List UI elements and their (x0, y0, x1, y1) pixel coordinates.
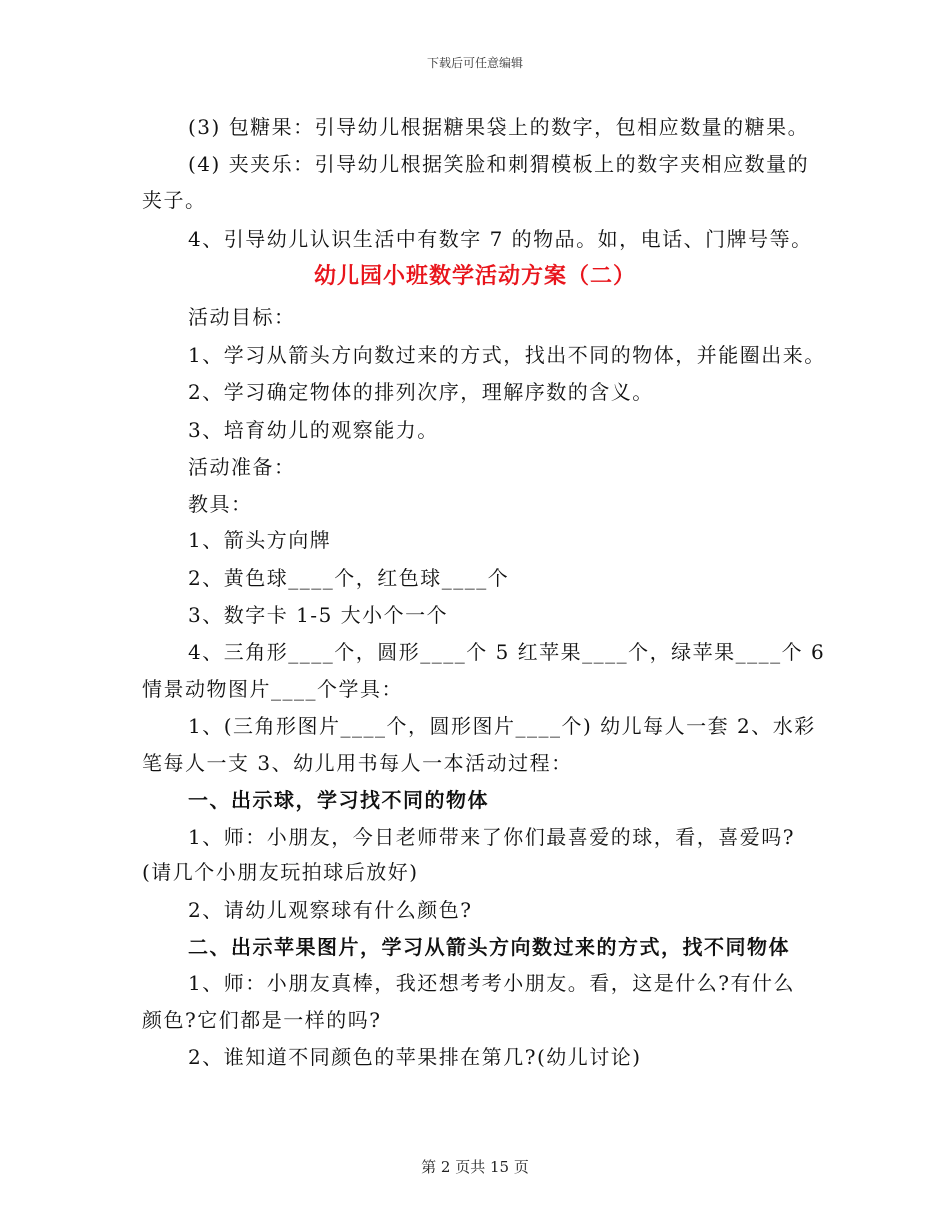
paragraph-line: 1、箭头方向牌 (188, 528, 332, 552)
paragraph-line: 3、培育幼儿的观察能力。 (188, 418, 439, 442)
paragraph-line: 2、谁知道不同颜色的苹果排在第几?(幼儿讨论) (188, 1045, 642, 1069)
paragraph-line: (4) 夹夹乐：引导幼儿根据笑脸和刺猬模板上的数字夹相应数量的 (188, 152, 810, 176)
paragraph-line: 颜色?它们都是一样的吗? (142, 1008, 382, 1032)
paragraph-line: 笔每人一支 3、幼儿用书每人一本活动过程： (142, 751, 573, 775)
paragraph-line: 活动目标： (188, 305, 296, 329)
page-footer: 第 2 页共 15 页 (421, 1158, 529, 1176)
paragraph-line: 夹子。 (142, 188, 207, 212)
paragraph-line: 4、引导幼儿认识生活中有数字 7 的物品。如，电话、门牌号等。 (188, 227, 813, 251)
paragraph-line: 2、黄色球____个，红色球____个 (188, 566, 510, 590)
section-title: 幼儿园小班数学活动方案（二） (313, 263, 636, 289)
paragraph-line: 活动准备： (188, 455, 296, 479)
paragraph-line: 3、数字卡 1-5 大小个一个 (188, 603, 449, 627)
page-header: 下载后可任意编辑 (426, 56, 523, 70)
section-heading: 二、出示苹果图片，学习从箭头方向数过来的方式，找不同物体 (188, 935, 790, 959)
paragraph-line: 1、(三角形图片____个，圆形图片____个) 幼儿每人一套 2、水彩 (188, 714, 816, 738)
paragraph-line: 1、师：小朋友，今日老师带来了你们最喜爱的球，看，喜爱吗? (188, 825, 795, 849)
paragraph-line: (3) 包糖果：引导幼儿根据糖果袋上的数字，包相应数量的糖果。 (188, 115, 810, 139)
paragraph-line: (请几个小朋友玩拍球后放好) (142, 860, 419, 884)
paragraph-line: 2、学习确定物体的排列次序，理解序数的含义。 (188, 380, 654, 404)
paragraph-line: 2、请幼儿观察球有什么颜色? (188, 898, 473, 922)
paragraph-line: 1、学习从箭头方向数过来的方式，找出不同的物体，并能圈出来。 (188, 343, 826, 367)
paragraph-line: 教具： (188, 492, 253, 516)
paragraph-line: 1、师：小朋友真棒，我还想考考小朋友。看，这是什么?有什么 (188, 971, 795, 995)
paragraph-line: 情景动物图片____个学具： (142, 677, 403, 701)
paragraph-line: 4、三角形____个，圆形____个 5 红苹果____个，绿苹果____个 6 (188, 640, 826, 664)
section-heading: 一、出示球，学习找不同的物体 (188, 788, 489, 812)
